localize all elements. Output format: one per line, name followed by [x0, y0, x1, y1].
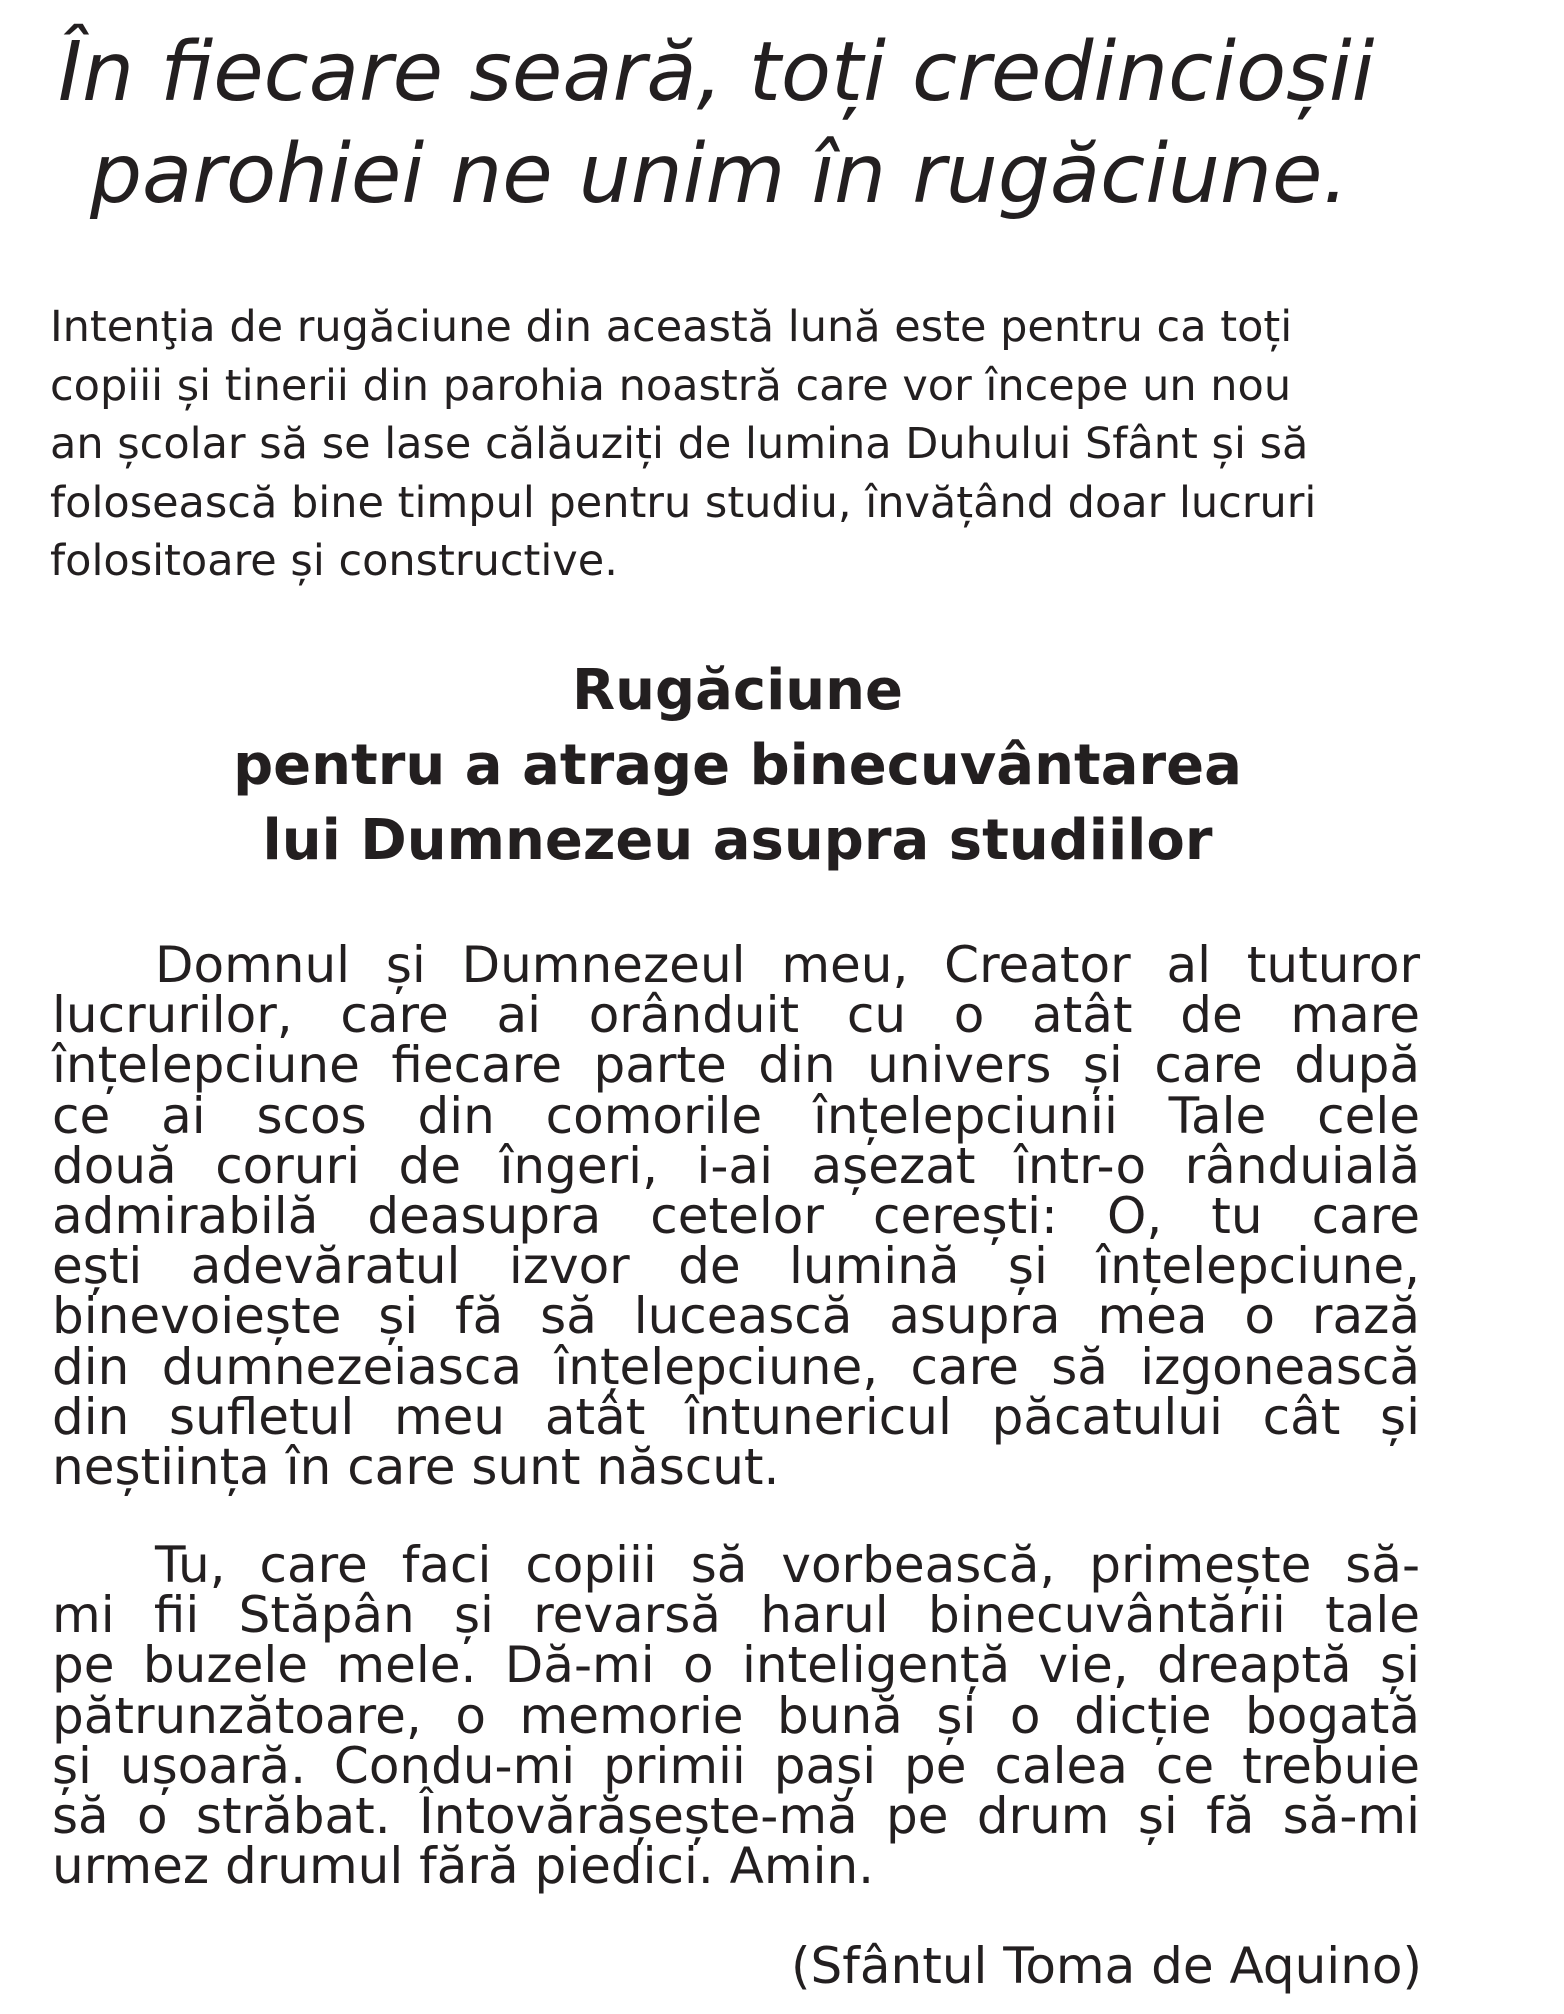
prayer-line: Domnul și Dumnezeul meu, Creator al tuturor: [155, 936, 1420, 994]
prayer-line: Tu, care faci copiii să vorbească, primește să-: [155, 1536, 1420, 1594]
prayer-title-line: lui Dumnezeu asupra studiilor: [262, 808, 1213, 873]
attribution: (Sfântul Toma de Aquino): [791, 1937, 1422, 1995]
prayer-line: neștiința în care sunt născut.: [52, 1438, 780, 1497]
intention-line: folositoare și constructive.: [50, 536, 618, 586]
prayer-line: înțelepciune fiecare parte din univers și care după: [52, 1036, 1420, 1095]
prayer-line: și ușoară. Condu-mi primii pași pe calea ce trebuie: [52, 1736, 1420, 1795]
prayer-line: binevoiește și fă să lucească asupra mea o rază: [52, 1287, 1420, 1346]
prayer-title: [0, 653, 1475, 878]
prayer-title-line: pentru a atrage binecuvântarea: [233, 733, 1242, 798]
intention-paragraph: [50, 298, 1490, 591]
prayer-paragraph-2: [52, 1536, 1420, 1896]
prayer-line: din sufletul meu atât întunericul păcatului cât și: [52, 1387, 1420, 1446]
prayer-line: două coruri de îngeri, i-ai așezat într-o rânduială: [52, 1136, 1420, 1195]
prayer-line: pe buzele mele. Dă-mi o inteligență vie, dreaptă și: [52, 1636, 1420, 1695]
headline-line-1: În fiecare seară, toți credincioșii: [58, 25, 1375, 120]
intention-line: folosească bine timpul pentru studiu, învățând doar lucruri: [50, 477, 1317, 528]
prayer-line: urmez drumul fără piedici. Amin.: [52, 1837, 875, 1896]
intention-line: an școlar să se lase călăuziți de lumina Duhului Sfânt și să: [50, 419, 1309, 469]
prayer-line: din dumnezeiasca înțelepciune, care să izgonească: [52, 1337, 1420, 1396]
prayer-line: admirabilă deasupra cetelor cerești: O, tu care: [52, 1187, 1420, 1246]
headline-line-2: parohiei ne unim în rugăciune.: [90, 127, 1349, 222]
prayer-line: ce ai scos din comorile înțelepciunii Tale cele: [52, 1086, 1420, 1145]
prayer-line: lucrurilor, care ai orânduit cu o atât de mare: [52, 986, 1420, 1045]
headline: [52, 22, 1512, 226]
prayer-line: pătrunzătoare, o memorie bună și o dicție bogată: [52, 1686, 1420, 1745]
prayer-paragraph-1: [52, 936, 1420, 1497]
prayer-line: să o străbat. Întovărășește-mă pe drum și fă să-mi: [52, 1787, 1420, 1846]
intention-line: Intenţia de rugăciune din această lună este pentru ca toți: [50, 302, 1293, 352]
prayer-line: ești adevăratul izvor de lumină și înțelepciune,: [52, 1237, 1420, 1296]
prayer-title-line: Rugăciune: [572, 658, 903, 723]
intention-line: copiii și tinerii din parohia noastră care vor începe un nou: [50, 360, 1292, 411]
prayer-line: mi fii Stăpân și revarsă harul binecuvântării tale: [52, 1586, 1420, 1645]
